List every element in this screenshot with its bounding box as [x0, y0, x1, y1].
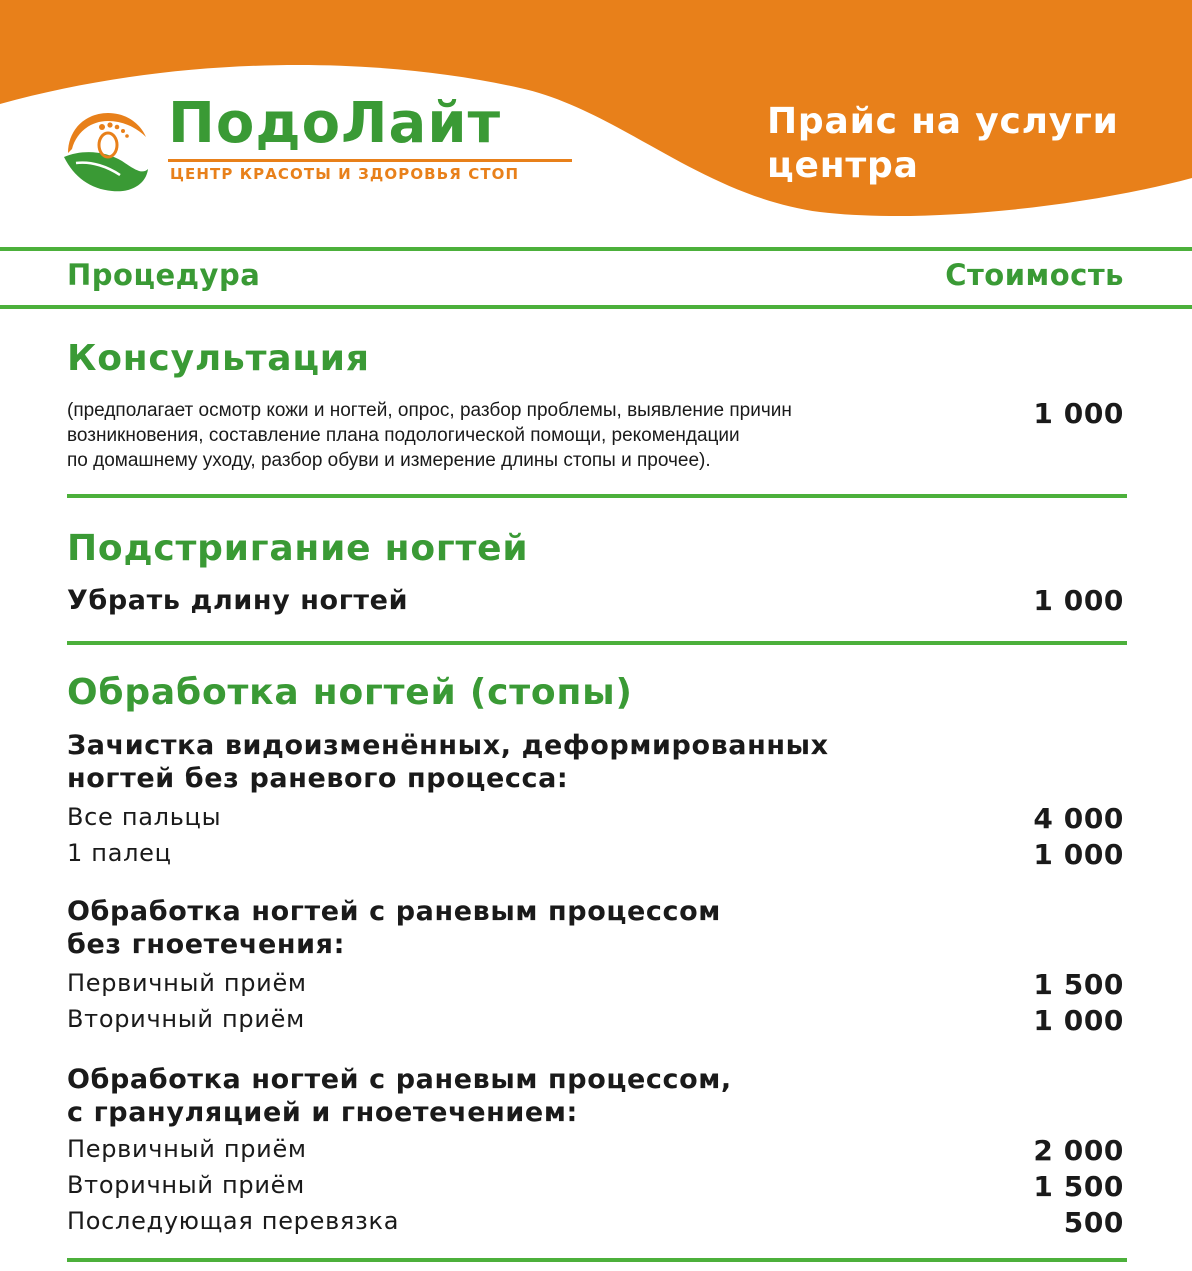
brand-tagline: ЦЕНТР КРАСОТЫ И ЗДОРОВЬЯ СТОП	[170, 165, 520, 183]
price-item-value: 1 000	[1033, 1004, 1124, 1037]
consultation-price: 1 000	[1033, 397, 1124, 430]
price-item-value: 1 000	[1033, 838, 1124, 871]
treatment-group-title-line: Обработка ногтей с раневым процессом,	[67, 1064, 732, 1095]
price-item-label: Все пальцы	[67, 803, 222, 831]
price-item-label: Первичный приём	[67, 1135, 307, 1163]
section-divider	[67, 641, 1127, 645]
brand-logo	[62, 91, 522, 193]
page-title	[767, 100, 1167, 188]
section-title-consultation: Консультация	[67, 338, 370, 379]
price-item-value: 1 500	[1033, 968, 1124, 1001]
treatment-group-title-line: с грануляцией и гноетечением:	[67, 1097, 578, 1128]
price-item-value: 2 000	[1033, 1134, 1124, 1167]
consultation-description-line: (предполагает осмотр кожи и ногтей, опрос, разбор проблемы, выявление причин	[67, 400, 792, 421]
treatment-group-title-line: ногтей без раневого процесса:	[67, 763, 569, 794]
page-title-line1: Прайс на услуги	[767, 101, 1119, 142]
treatment-group-title-line: Обработка ногтей с раневым процессом	[67, 896, 721, 927]
price-item-label: 1 палец	[67, 839, 172, 867]
price-item-label: Первичный приём	[67, 969, 307, 997]
section-title-trimming: Подстригание ногтей	[67, 528, 529, 569]
treatment-group-title	[67, 729, 829, 795]
column-header-cost: Стоимость	[945, 258, 1124, 292]
treatment-group-title-line: без гноетечения:	[67, 929, 345, 960]
section-divider	[67, 494, 1127, 498]
consultation-description-line: возникновения, составление плана подологической помощи, рекомендации	[67, 425, 740, 446]
column-header-bottom-rule	[0, 305, 1192, 309]
price-item-value: 1 500	[1033, 1170, 1124, 1203]
treatment-group-title-line: Зачистка видоизменённых, деформированных	[67, 730, 829, 761]
price-item-value: 500	[1063, 1206, 1124, 1239]
consultation-description-line: по домашнему уходу, разбор обуви и измерение длины стопы и прочее).	[67, 450, 711, 471]
consultation-description	[67, 398, 967, 473]
column-header-top-rule	[0, 247, 1192, 251]
trimming-item-label: Убрать длину ногтей	[67, 585, 409, 616]
section-divider	[67, 1258, 1127, 1262]
foot-leaf-icon	[62, 109, 150, 193]
price-item-label: Вторичный приём	[67, 1171, 305, 1199]
brand-name: ПодоЛайт	[168, 91, 502, 156]
price-item-label: Вторичный приём	[67, 1005, 305, 1033]
trimming-item-price: 1 000	[1033, 584, 1124, 617]
brand-underline	[168, 159, 572, 162]
treatment-group-title	[67, 1063, 732, 1129]
column-header-procedure: Процедура	[67, 258, 261, 292]
price-item-value: 4 000	[1033, 802, 1124, 835]
price-item-label: Последующая перевязка	[67, 1207, 400, 1235]
page-title-line2: центра	[767, 145, 919, 186]
treatment-group-title	[67, 895, 721, 961]
section-title-treatment: Обработка ногтей (стопы)	[67, 672, 633, 713]
